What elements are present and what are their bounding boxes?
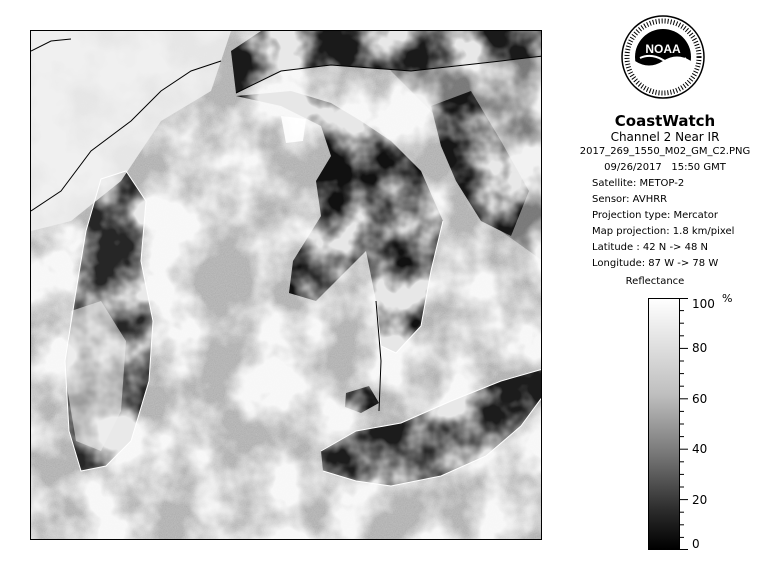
longitude-label: Longitude: 87 W -> 78 W	[592, 258, 719, 269]
scale-unit: %	[722, 292, 733, 305]
noaa-logo	[620, 14, 706, 100]
projection-type-label: Projection type: Mercator	[592, 210, 718, 221]
latitude-label: Latitude : 42 N -> 48 N	[592, 242, 708, 253]
tick-label: 20	[692, 492, 708, 507]
tick-label: 80	[692, 341, 708, 356]
sensor-label: Sensor: AVHRR	[592, 194, 668, 205]
tick-marks	[680, 298, 692, 550]
map-projection-label: Map projection: 1.8 km/pixel	[592, 226, 735, 237]
date-time	[560, 162, 770, 173]
time-value: 15:50 GMT	[671, 162, 726, 173]
date-value: 09/26/2017	[604, 162, 662, 173]
tick-label: 0	[692, 537, 700, 551]
satellite-label: Satellite: METOP-2	[592, 178, 685, 189]
svg-text:NOAA: NOAA	[645, 42, 681, 56]
file-name: 2017_269_1550_M02_GM_C2.PNG	[579, 146, 751, 157]
tick-label: 40	[692, 442, 708, 457]
colorbar-ticks	[680, 298, 740, 550]
channel-label: Channel 2 Near IR	[610, 130, 720, 144]
brand-title: CoastWatch	[614, 112, 716, 130]
satellite-map	[30, 30, 542, 540]
reflectance-colorbar	[648, 298, 680, 550]
tick-label: 60	[692, 391, 708, 406]
scale-title: Reflectance	[625, 276, 685, 287]
tick-label: 100	[692, 297, 715, 311]
